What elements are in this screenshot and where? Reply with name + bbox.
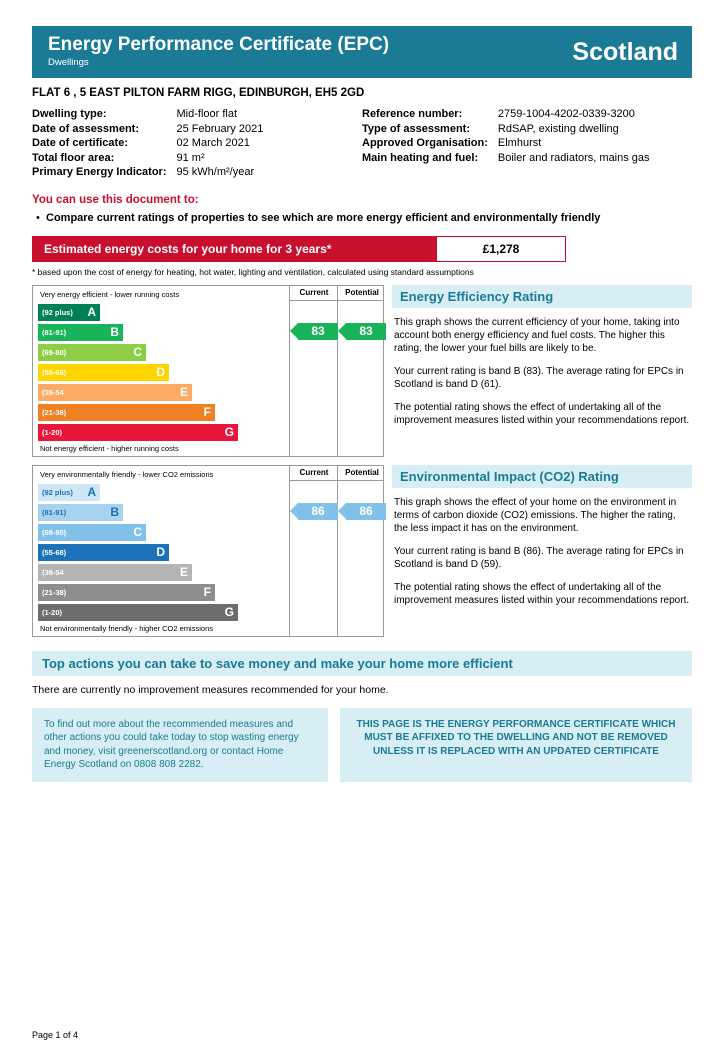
- details-right: [362, 107, 692, 180]
- column-header-potential: Potential: [345, 287, 379, 297]
- energy-efficiency-panel-body: [392, 308, 692, 427]
- graph-top-caption: Very environmentally friendly - lower CO2 emissions: [40, 469, 214, 479]
- environmental-band-g: (1-20) G: [38, 604, 238, 621]
- more-info-box: To find out more about the recommended measures and other actions you could take today to stop wasting energy and money, visit greenerscotland.org or contact Home Energy Scotland on 0808 808 2282.: [32, 708, 328, 782]
- energy-band-row: [38, 423, 378, 442]
- header-left: [48, 34, 389, 70]
- energy-band-b: (81-91) B: [38, 324, 123, 341]
- page-title: Energy Performance Certificate (EPC): [48, 34, 390, 55]
- environmental-impact-panel-body: [392, 488, 692, 607]
- potential-rating-value: 83: [359, 324, 373, 338]
- environmental-band-row: [38, 563, 378, 582]
- details-left-labels: [32, 107, 167, 180]
- column-header-current: Current: [299, 287, 329, 297]
- detail-label: Dwelling type:: [32, 108, 107, 120]
- use-document-list: [32, 212, 692, 224]
- property-address: FLAT 6 , 5 EAST PILTON FARM RIGG, EDINBURGH, EH5 2GD: [32, 87, 365, 99]
- environmental-impact-graph: [32, 465, 384, 637]
- potential-rating-arrow: [346, 323, 386, 340]
- environmental-band-row: [38, 543, 378, 562]
- graph-column-underline: [289, 300, 383, 301]
- top-actions-title: Top actions you can take to save money and make your home more efficient: [32, 651, 692, 676]
- energy-band-d: (55-68) D: [38, 364, 169, 381]
- document-header: [32, 26, 692, 78]
- bullet-glyph: •: [36, 211, 40, 224]
- environmental-band-d: (55-68) D: [38, 544, 169, 561]
- environmental-band-a: (92 plus) A: [38, 484, 100, 501]
- certificate-notice-box: THIS PAGE IS THE ENERGY PERFORMANCE CERTIFICATE WHICH MUST BE AFFIXED TO THE DWELLING AND NOT BE REMOVED UNLESS IT IS REPLACED WITH AN UPDATED CERTIFICATE: [340, 708, 692, 782]
- potential-rating-arrow: [346, 503, 386, 520]
- panel-paragraph: The potential rating shows the effect of undertaking all of the improvement measures listed within your recommendations report.: [394, 401, 690, 426]
- energy-cost-note: * based upon the cost of energy for heating, hot water, lighting and ventilation, calculated using standard assumptions: [32, 266, 474, 277]
- region-label: Scotland: [572, 37, 678, 66]
- energy-band-a: (92 plus) A: [38, 304, 100, 321]
- graph-bottom-caption: Not environmentally friendly - higher CO2 emissions: [40, 623, 213, 633]
- details-right-labels: [362, 107, 488, 180]
- current-rating-value: 83: [311, 324, 325, 338]
- panel-paragraph: Your current rating is band B (86). The average rating for EPCs in Scotland is band D (59).: [394, 545, 684, 570]
- graph-top-caption: Very energy efficient - lower running costs: [40, 289, 180, 299]
- environmental-band-c: (69-80) C: [38, 524, 146, 541]
- environmental-impact-section: [32, 465, 692, 637]
- environmental-band-f: (21-38) F: [38, 584, 215, 601]
- graph-column-underline: [289, 480, 383, 481]
- environmental-band-b: (81-91) B: [38, 504, 123, 521]
- environmental-band-row: [38, 603, 378, 622]
- panel-paragraph: This graph shows the effect of your home on the environment in terms of carbon dioxide (CO2) emissions. The higher the rating, the less impact it has on the environment.: [394, 496, 677, 534]
- potential-rating-value: 86: [359, 504, 373, 518]
- energy-band-row: [38, 303, 378, 322]
- detail-label: Main heating and fuel:: [362, 151, 479, 164]
- detail-label: Date of certificate:: [32, 137, 128, 149]
- bottom-info-row: [32, 708, 692, 782]
- graph-bottom-caption: Not energy efficient - higher running costs: [40, 443, 179, 453]
- energy-efficiency-panel-title: Energy Efficiency Rating: [392, 285, 692, 308]
- environmental-band-e: (39-54 E: [38, 564, 192, 581]
- detail-label: Primary Energy Indicator:: [32, 166, 167, 178]
- current-rating-arrow: [298, 503, 338, 520]
- energy-cost-label: Estimated energy costs for your home for 3 years*: [32, 236, 436, 262]
- detail-value: 2759-1004-4202-0339-3200: [497, 108, 635, 120]
- energy-efficiency-section: [32, 285, 692, 457]
- detail-label: Approved Organisation:: [362, 137, 488, 149]
- detail-value: 91 m²: [176, 151, 205, 164]
- panel-paragraph: The potential rating shows the effect of undertaking all of the improvement measures listed within your recommendations report.: [394, 581, 690, 606]
- panel-paragraph: Your current rating is band B (83). The average rating for EPCs in Scotland is band D (61).: [394, 365, 684, 390]
- details-right-values: [498, 107, 668, 180]
- environmental-band-row: [38, 583, 378, 602]
- energy-band-g: (1-20) G: [38, 424, 238, 441]
- environmental-band-row: [38, 483, 378, 502]
- details-left-values: [177, 107, 264, 180]
- epc-page: [0, 26, 724, 1050]
- page-number: Page 1 of 4: [32, 1030, 79, 1040]
- column-header-current: Current: [299, 467, 329, 477]
- energy-band-f: (21-38) F: [38, 404, 215, 421]
- detail-value: Elmhurst: [497, 137, 542, 149]
- use-document-item: Compare current ratings of properties to see which are more energy efficient and environmentally friendly: [46, 211, 601, 224]
- use-document-title: You can use this document to:: [32, 193, 199, 206]
- detail-value: 25 February 2021: [176, 122, 264, 135]
- detail-value: Boiler and radiators, mains gas: [497, 151, 650, 164]
- detail-value: 02 March 2021: [176, 137, 250, 149]
- environmental-impact-panel-title: Environmental Impact (CO2) Rating: [392, 465, 692, 488]
- energy-efficiency-panel: [392, 285, 692, 457]
- property-details: [32, 107, 692, 180]
- energy-efficiency-graph: [32, 285, 384, 457]
- detail-label: Reference number:: [362, 108, 463, 120]
- energy-band-row: [38, 403, 378, 422]
- detail-value: 95 kWh/m²/year: [176, 166, 255, 178]
- energy-band-list: [38, 303, 378, 442]
- energy-cost-value: £1,278: [436, 236, 566, 262]
- energy-cost-bar: [32, 236, 566, 262]
- energy-band-row: [38, 363, 378, 382]
- detail-value: Mid-floor flat: [176, 108, 238, 120]
- page-subtitle: Dwellings: [48, 57, 89, 68]
- environmental-band-list: [38, 483, 378, 622]
- environmental-impact-panel: [392, 465, 692, 637]
- details-left: [32, 107, 362, 180]
- detail-label: Type of assessment:: [362, 122, 471, 135]
- current-rating-arrow: [298, 323, 338, 340]
- current-rating-value: 86: [311, 504, 325, 518]
- energy-band-e: (39-54 E: [38, 384, 192, 401]
- energy-band-row: [38, 343, 378, 362]
- energy-band-row: [38, 383, 378, 402]
- detail-label: Total floor area:: [32, 151, 115, 164]
- top-actions-note: There are currently no improvement measures recommended for your home.: [32, 683, 389, 696]
- detail-label: Date of assessment:: [32, 122, 139, 135]
- energy-band-c: (69-80) C: [38, 344, 146, 361]
- column-header-potential: Potential: [345, 467, 379, 477]
- detail-value: RdSAP, existing dwelling: [497, 122, 619, 135]
- environmental-band-row: [38, 523, 378, 542]
- panel-paragraph: This graph shows the current efficiency of your home, taking into account both energy efficiency and fuel costs. The higher this rating, the lower your fuel bills are likely to be.: [394, 316, 680, 354]
